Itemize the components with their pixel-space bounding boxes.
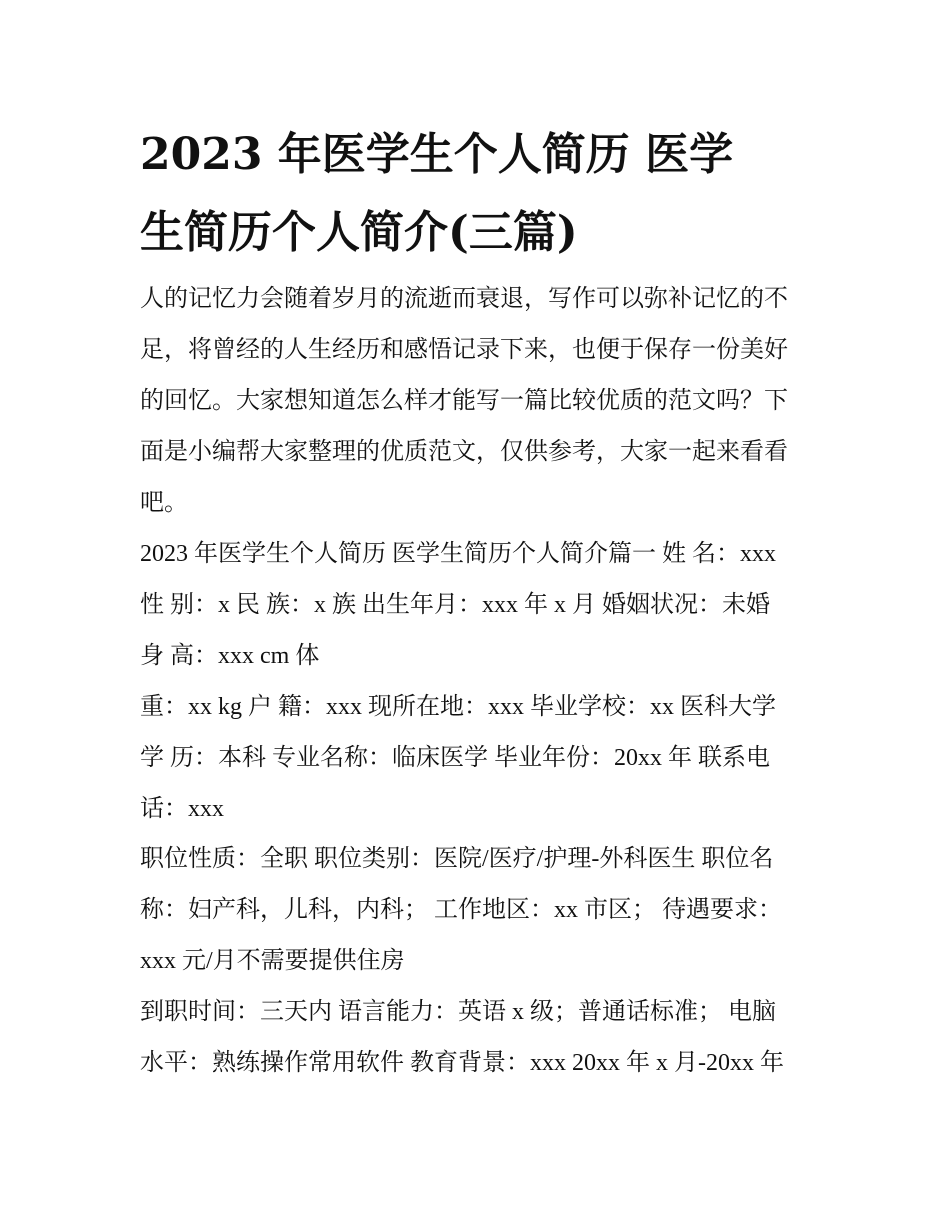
intro-line: 足，将曾经的人生经历和感悟记录下来，也便于保存一份美好 [140,337,788,363]
intro-line: 面是小编帮大家整理的优质范文，仅供参考，大家一起来看看 [140,439,788,465]
title-line-1: 2023 年医学生个人简历 医学 [140,129,734,180]
body-line: 职位性质：全职 职位类别：医院/医疗/护理-外科医生 职位名 [140,846,774,872]
body-line: 到职时间：三天内 语言能力：英语 x 级；普通话标准； 电脑 [140,999,776,1025]
document-title [140,116,840,272]
body-line: xxx 元/月不需要提供住房 [140,948,405,974]
body-line: 称：妇产科，儿科，内科； 工作地区：xx 市区； 待遇要求： [140,897,782,923]
body-line: 话：xxx [140,796,224,822]
body-line: 学 历：本科 专业名称：临床医学 毕业年份：20xx 年 联系电 [140,745,770,771]
body-line: 2023 年医学生个人简历 医学生简历个人简介篇一 姓 名：xxx [140,541,776,567]
intro-line: 的回忆。大家想知道怎么样才能写一篇比较优质的范文吗？下 [140,388,788,414]
intro-line: 吧。 [140,490,188,516]
intro-line: 人的记忆力会随着岁月的流逝而衰退，写作可以弥补记忆的不 [140,286,788,312]
body-line: 重：xx kg 户 籍：xxx 现所在地：xxx 毕业学校：xx 医科大学 [140,694,776,720]
body-line: 性 别：x 民 族：x 族 出生年月：xxx 年 x 月 婚姻状况：未婚 [140,592,770,618]
title-line-2: 生简历个人简介(三篇) [140,207,578,258]
body-line: 身 高：xxx cm 体 [140,643,320,669]
body-line: 水平：熟练操作常用软件 教育背景：xxx 20xx 年 x 月-20xx 年 [140,1050,784,1076]
